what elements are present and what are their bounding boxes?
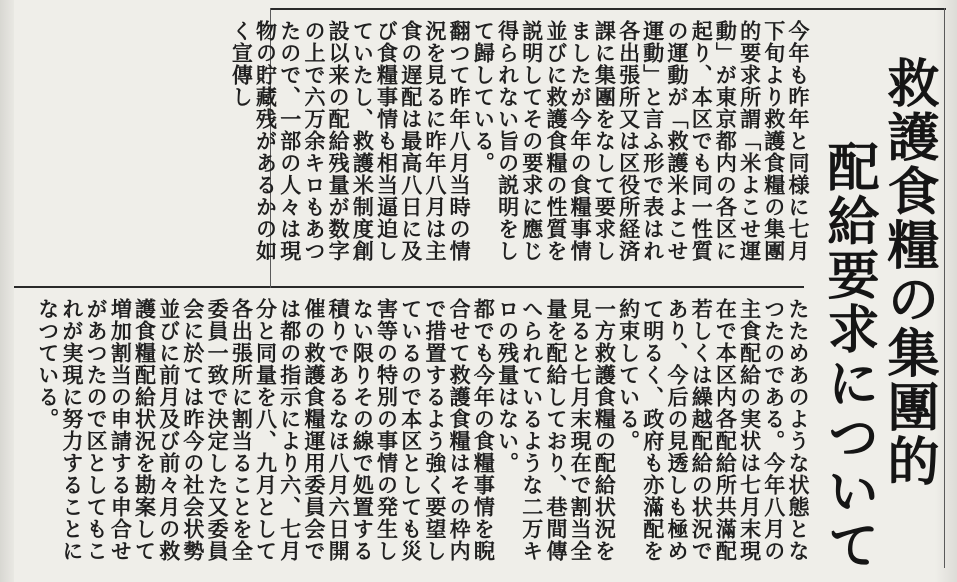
adjacent-column-edge-left	[0, 0, 14, 582]
paragraph: 一方救護食糧の配給状況を見ると七月末現在で割当全量を配給しており、巷間傳へられているような二万キロの残量はない。	[495, 298, 618, 562]
paragraph: 今年も昨年と同様に七月下旬より救護食糧の集團的要求所謂「米よこせ運動」が東京都内の各区に起り、本区でも同一性質の運動が「救護米よこせ運動」と言ふ形で表はれ各出張所又は区役所経済課に集團をなして要求しましたが今年の食糧事情並びに救護食糧の性質を説明してその要求に應じ得られない旨の説明をして歸している。	[471, 20, 811, 262]
paragraph: 翻つて昨年八月当時の情況を見るに昨年八月は主食の遅配は最高八日に及び食糧事情も相当逼迫していたし、救護米制度創設以来の配給残量が数字の上で六万余キロもあつたので、一部の人々は現物の貯藏残があるかの如く宣傳し	[229, 20, 473, 262]
column-divider-rule	[14, 286, 804, 288]
headline-border-rule	[944, 8, 945, 568]
paragraph: 都でも今年の食糧事情を睨合せて救護食糧はその枠内で措置するよう強く要望しているので本区としても災害等の特別の事情の発生しない限りその線で処置する積りであるなほ八月六日開催の救護食糧運用委員会では都の指示により六、七月分と同量を八、九月として各出張所に割当ることを全委員一致で決定した又委員会に於ては昨今の社会状勢並びに前月及び前々月の救護食糧配給状況を勘案して増加割当の申請する申合せがあつたので区としてもこれが実現に努力することになつている。	[35, 298, 497, 562]
headline-sub: 配給要求について	[818, 140, 878, 572]
adjacent-column-edge-right	[935, 0, 957, 582]
top-border-rule	[270, 8, 946, 10]
article-body-upper	[229, 20, 811, 282]
paragraph: たためあのような状態となつたのである。今年八月の主食配給の実状は七月末現在で本区内各配給所共滿配若しくは繰越配給の状況であり、今后の見透しも極めて明るく、政府も亦滿配を約束している。	[616, 298, 811, 562]
headline-main: 救護食糧の集團的	[878, 56, 938, 488]
article-body-lower	[20, 298, 810, 576]
